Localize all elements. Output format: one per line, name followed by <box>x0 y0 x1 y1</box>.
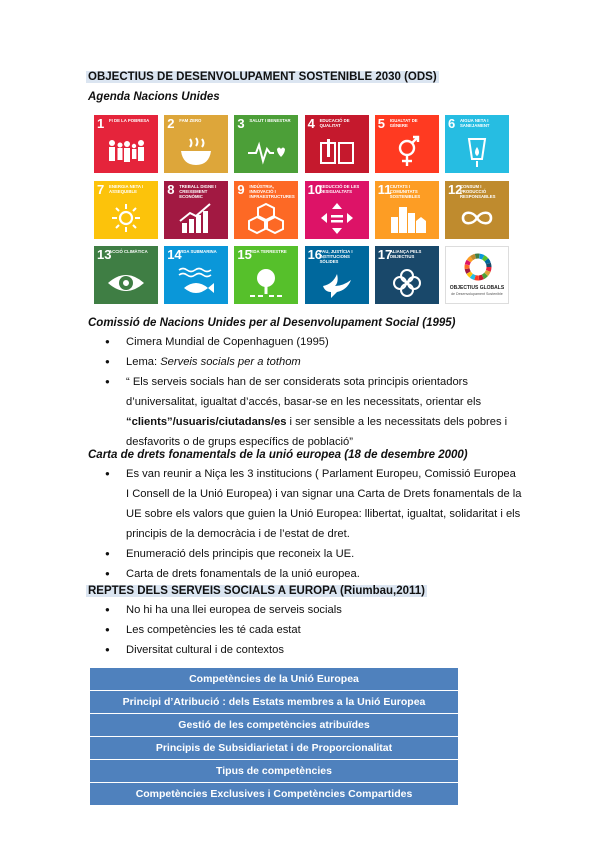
list-item-emphasis: Serveis socials per a tothom <box>160 356 301 368</box>
list-item-text: “ Els serveis socials han de ser considerats sota principis orientadors <box>126 376 468 388</box>
section-3-list <box>88 600 528 660</box>
list-item-text: I Consell de la Unió Europea) i van signar una Carta de Drets fonamentals de la <box>126 488 522 500</box>
list-item-text: principis de la democràcia i de l’estat de dret. <box>126 528 350 540</box>
growth-chart-icon <box>176 201 216 235</box>
list-item-text: Enumeració dels principis que reconeix la UE. <box>126 548 355 560</box>
list-item-text: Cimera Mundial de Copenhaguen (1995) <box>126 336 329 348</box>
list-item-text: No hi ha una llei europea de serveis socials <box>126 604 342 616</box>
sdg-label: PAU, JUSTÍCIA I INSTITUCIONS SÒLIDES <box>319 249 353 264</box>
sdg-label: ACCIÓ CLIMÀTICA <box>109 249 148 254</box>
sdg-number: 2 <box>167 116 175 131</box>
sdg-label: REDUCCIÓ DE LES DESIGUALTATS <box>319 183 360 194</box>
cubes-icon <box>246 201 286 235</box>
list-item-text: UE sobre els valors que guien la Unió Europea: llibertat, igualtat, solidaritat i els <box>126 508 521 520</box>
sdg-number: 10 <box>307 181 323 197</box>
table-row: Tipus de competències <box>90 760 458 782</box>
dove-icon <box>317 266 357 300</box>
list-item <box>88 544 528 564</box>
list-item <box>88 600 528 620</box>
sdg-number: 4 <box>307 116 315 131</box>
sun-icon <box>106 201 146 235</box>
book-icon <box>317 135 357 169</box>
sdg-tile-4 <box>305 115 369 173</box>
section-1-title: Comissió de Nacions Unides per al Desenvolupament Social (1995) <box>88 317 456 329</box>
sdg-number: 15 <box>237 247 252 262</box>
sdg-number: 5 <box>377 116 385 131</box>
sdg-label: SALUT I BENESTAR <box>249 118 291 123</box>
sdg-label: CONSUM I PRODUCCIÓ RESPONSABLES <box>459 183 496 199</box>
section-3-title: REPTES DELS SERVEIS SOCIALS A EUROPA (Riumbau,2011) <box>88 585 425 597</box>
table-row: Gestió de les competències atribuïdes <box>90 714 458 736</box>
sdg-tile-13 <box>94 246 158 304</box>
list-item-text: Es van reunir a Niça les 3 institucions ( Parlament Europeu, Comissió Europea <box>126 468 516 480</box>
global-subtitle: de Desenvolupament Sostenible <box>451 292 503 296</box>
list-item <box>88 640 528 660</box>
sdg-tile-3 <box>234 115 298 173</box>
buildings-icon <box>387 201 427 235</box>
list-item <box>88 372 528 452</box>
sdg-wheel-icon <box>462 251 494 283</box>
sdg-number: 11 <box>377 181 392 197</box>
sdg-label: FI DE LA POBRESA <box>109 118 150 123</box>
rings-icon <box>387 266 427 300</box>
fish-icon <box>176 266 216 300</box>
water-drop-icon <box>457 135 497 169</box>
sdg-label: VIDA SUBMARINA <box>179 249 217 254</box>
sdg-tile-8 <box>164 181 228 239</box>
section-2-title: Carta de drets fonamentals de la unió europea (18 de desembre 2000) <box>88 449 468 461</box>
sdg-label: CIUTATS I COMUNITATS SOSTENIBLES <box>389 183 421 199</box>
list-item-text: desfavorits o de grups específics de població” <box>126 436 353 448</box>
sdg-number: 6 <box>447 116 456 131</box>
sdg-tile-9 <box>234 181 298 239</box>
sdg-number: 8 <box>167 181 175 197</box>
table-row: Competències Exclusives i Competències Compartides <box>90 783 458 805</box>
sdg-grid <box>94 115 509 304</box>
list-item <box>88 620 528 640</box>
table-row: Principi d’Atribució : dels Estats membres a la Unió Europea <box>90 691 458 713</box>
sdg-tile-6 <box>445 115 509 173</box>
sdg-tile-7 <box>94 181 158 239</box>
sdg-tile-12 <box>445 181 509 239</box>
bowl-icon <box>176 135 216 169</box>
sdg-tile-11 <box>375 181 439 239</box>
list-item-bold: “clients”/usuaris/ciutadans/es <box>126 416 287 428</box>
sdg-tile-15 <box>234 246 298 304</box>
competencies-table <box>90 668 458 806</box>
sdg-tile-5 <box>375 115 439 173</box>
sdg-label: FAM ZERO <box>179 118 202 123</box>
list-item-text: Les competències les té cada estat <box>126 624 301 636</box>
sdg-tile-14 <box>164 246 228 304</box>
list-item <box>88 564 528 584</box>
sdg-label: VIDA TERRESTRE <box>249 249 287 254</box>
sdg-label: AIGUA NETA I SANEJAMENT <box>459 118 490 128</box>
sdg-label: IGUALTAT DE GÈNERE <box>389 118 418 128</box>
sdg-number: 17 <box>377 247 393 262</box>
sdg-label: ALIANÇA PELS OBJECTIUS <box>389 249 422 259</box>
table-row: Principis de Subsidiarietat i de Proporcionalitat <box>90 737 458 759</box>
sdg-label: INDÚSTRIA, INNOVACIÓ I INFRAESTRUCTURES <box>249 183 295 199</box>
eye-globe-icon <box>106 266 146 300</box>
list-item <box>88 332 528 352</box>
heartbeat-icon <box>246 135 286 169</box>
document-heading: OBJECTIUS DE DESENVOLUPAMENT SOSTENIBLE 2030 (ODS) <box>88 71 437 83</box>
sdg-tile-17 <box>375 246 439 304</box>
section-2-list <box>88 464 528 584</box>
sdg-number: 12 <box>447 181 463 197</box>
section-1-list <box>88 332 528 452</box>
list-item-text: d’universalitat, igualtat d’accés, basar-se en les necessitats, orientar els <box>126 396 482 408</box>
sdg-label: ENERGIA NETA I ASSEQUIBLE <box>109 183 144 194</box>
infinity-icon <box>457 201 497 235</box>
list-item <box>88 352 528 372</box>
list-item <box>88 464 528 544</box>
sdg-global-tile <box>445 246 509 304</box>
sdg-number: 9 <box>237 181 245 197</box>
sdg-tile-10 <box>305 181 369 239</box>
global-title: OBJECTIUS GLOBALS <box>449 285 505 291</box>
sdg-tile-2 <box>164 115 228 173</box>
list-item-text: Carta de drets fonamentals de la unió europea. <box>126 568 360 580</box>
sdg-tile-16 <box>305 246 369 304</box>
sdg-tile-1 <box>94 115 158 173</box>
list-item-text: Diversitat cultural i de contextos <box>126 644 284 656</box>
list-item-text: Lema: <box>126 356 161 368</box>
list-item-text: i ser sensible a les necessitats dels pobres i <box>286 416 508 428</box>
gender-icon <box>387 135 427 169</box>
sdg-number: 16 <box>307 247 323 262</box>
sdg-number: 3 <box>237 116 245 131</box>
equality-icon <box>317 201 357 235</box>
document-subheading: Agenda Nacions Unides <box>88 91 220 103</box>
sdg-number: 7 <box>97 181 105 197</box>
sdg-number: 13 <box>97 247 112 262</box>
people-icon <box>106 135 146 169</box>
sdg-number: 14 <box>167 247 182 262</box>
sdg-label: EDUCACIÓ DE QUALITAT <box>319 118 350 128</box>
table-row: Competències de la Unió Europea <box>90 668 458 690</box>
tree-icon <box>246 266 286 300</box>
sdg-number: 1 <box>97 116 105 131</box>
sdg-label: TREBALL DIGNE I CREIXEMENT ECONÒMIC <box>179 183 217 199</box>
